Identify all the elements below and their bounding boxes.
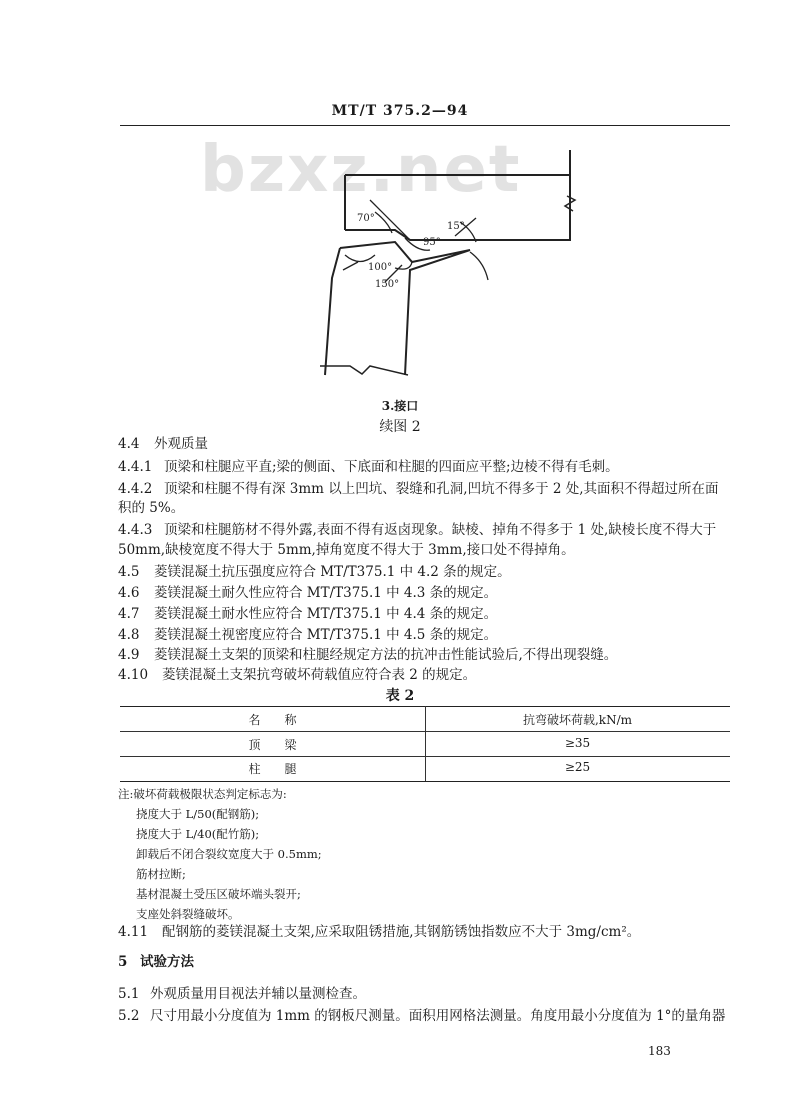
joint-diagram <box>300 143 600 383</box>
section-5-1: 5.1 外观质量用目视法并辅以量测检查。 <box>118 986 366 1002</box>
arc-150 <box>395 262 412 269</box>
section-4-4-3-cont: 50mm,缺棱宽度不得大于 5mm,掉角宽度不得大于 3mm,接口处不得掉角。 <box>118 542 575 558</box>
table-bottom-rule <box>120 781 730 782</box>
figure-subcaption: 3.接口 <box>381 399 419 413</box>
section-4-4: 4.4 外观质量 <box>118 436 208 452</box>
note-item: 挠度大于 L/40(配竹筋); <box>136 827 260 841</box>
arc-bottom <box>470 252 488 280</box>
angle-label-150: 150° <box>375 279 400 290</box>
arc-100 <box>345 255 375 262</box>
table-row-value: ≥25 <box>564 760 591 774</box>
section-4-4-3: 4.4.3 顶梁和柱腿筋材不得外露,表面不得有返卤现象。缺棱、掉角不得多于 1 处,缺棱长度不得大于 <box>118 522 717 538</box>
section-4-7: 4.7 菱镁混凝土耐水性应符合 MT/T375.1 中 4.4 条的规定。 <box>118 606 498 622</box>
angle-label-95: 95° <box>423 237 441 248</box>
angle-label-15: 15° <box>447 221 465 232</box>
table-header-name: 名 称 <box>248 713 297 727</box>
angle-label-100: 100° <box>368 262 393 273</box>
watermark: bzxz.net <box>200 133 522 207</box>
table-row-rule <box>120 756 730 757</box>
section-4-6: 4.6 菱镁混凝土耐久性应符合 MT/T375.1 中 4.3 条的规定。 <box>118 585 498 601</box>
note-item: 卸载后不闭合裂纹宽度大于 0.5mm; <box>136 847 322 861</box>
section-4-4-1: 4.4.1 顶梁和柱腿应平直;梁的侧面、下底面和柱腿的四面应平整;边棱不得有毛刺。 <box>118 459 619 475</box>
document-code: MT/T 375.2—94 <box>331 103 469 119</box>
section-4-5: 4.5 菱镁混凝土抗压强度应符合 MT/T375.1 中 4.2 条的规定。 <box>118 564 511 580</box>
section-4-4-2-cont: 积的 5%。 <box>118 500 185 516</box>
section-4-10: 4.10 菱镁混凝土支架抗弯破坏荷载值应符合表 2 的规定。 <box>118 667 477 683</box>
angle-label-70: 70° <box>357 213 375 224</box>
note-title: 注:破坏荷载极限状态判定标志为: <box>118 787 287 801</box>
note-item: 基材混凝土受压区破坏端头裂开; <box>136 887 301 901</box>
beam-break-mark <box>565 196 575 211</box>
note-item: 挠度大于 L/50(配钢筋); <box>136 807 260 821</box>
table-header-load: 抗弯破坏荷载,kN/m <box>522 713 632 727</box>
column-left-edge <box>325 248 340 375</box>
section-5-heading: 5 试验方法 <box>118 954 194 970</box>
column-break-line <box>320 366 408 375</box>
section-4-8: 4.8 菱镁混凝土视密度应符合 MT/T375.1 中 4.5 条的规定。 <box>118 627 498 643</box>
section-4-11: 4.11 配钢筋的菱镁混凝土支架,应采取阻锈措施,其钢筋锈蚀指数应不大于 3mg/cm²。 <box>118 924 641 940</box>
table-row-value: ≥35 <box>564 736 591 750</box>
page-number: 183 <box>648 1044 671 1058</box>
table-title: 表 2 <box>385 688 415 704</box>
beam-right-edge <box>470 150 570 240</box>
section-4-4-2: 4.4.2 顶梁和柱腿不得有深 3mm 以上凹坑、裂缝和孔洞,凹坑不得多于 2 处,其面积不得超过所在面 <box>118 481 719 497</box>
table-row-name: 柱 腿 <box>248 762 297 776</box>
note-item: 支座处斜裂缝破坏。 <box>136 907 240 921</box>
section-4-9: 4.9 菱镁混凝土支架的顶梁和柱腿经规定方法的抗冲击性能试验后,不得出现裂缝。 <box>118 647 618 663</box>
figure-caption: 续图 2 <box>379 419 421 435</box>
header-rule <box>120 125 730 126</box>
table-row-name: 顶 梁 <box>248 738 297 752</box>
section-5-2: 5.2 尺寸用最小分度值为 1mm 的钢板尺测量。面积用网格法测量。角度用最小分度值为 1°的量角器 <box>118 1008 726 1024</box>
note-item: 筋材拉断; <box>136 867 186 881</box>
